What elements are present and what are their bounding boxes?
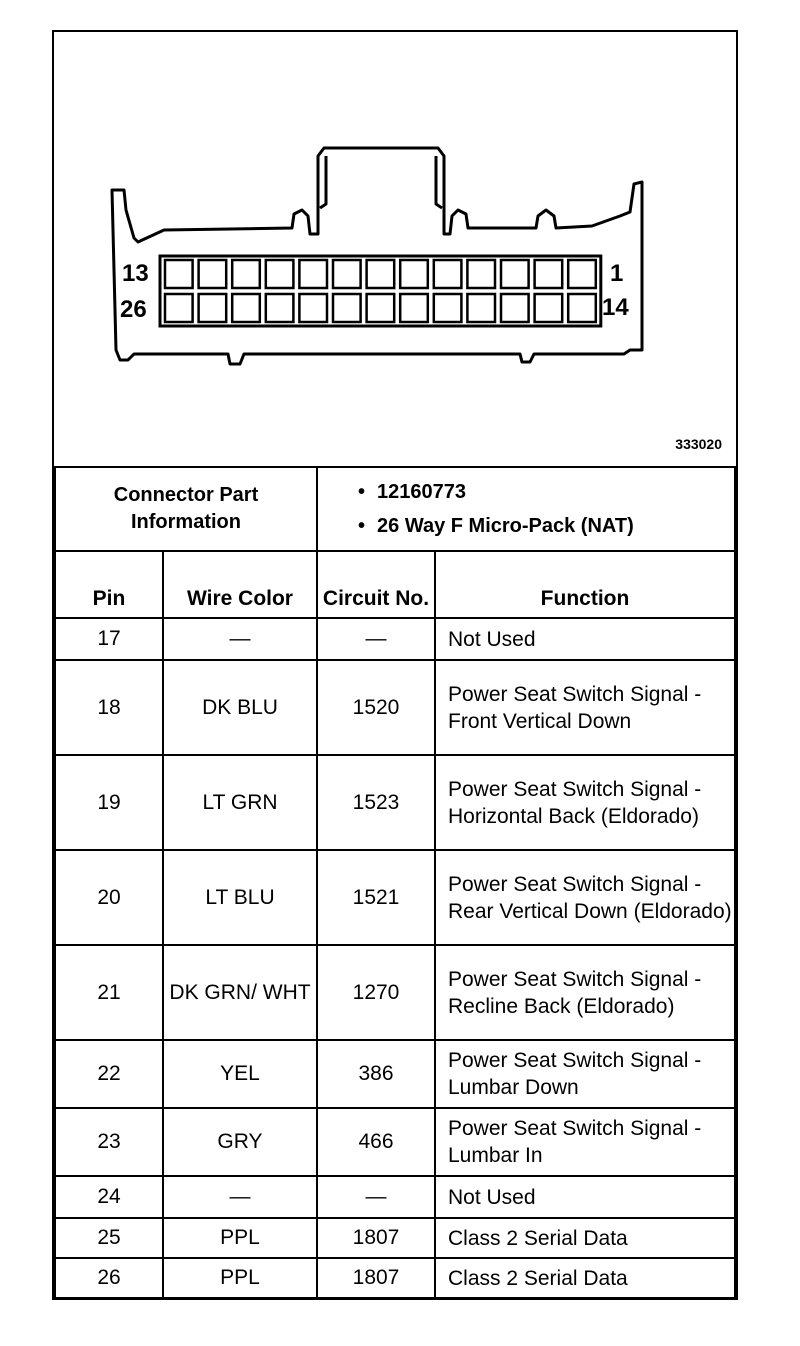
pin-table-header [55, 551, 735, 618]
pin-label-bottom-left: 26 [120, 296, 147, 323]
row-function: Not Used [435, 1176, 735, 1218]
row-pin: 23 [55, 1108, 163, 1176]
row-function: Power Seat Switch Signal - Horizontal Back (Eldorado) [435, 755, 735, 850]
pin-cavity [232, 260, 260, 288]
table-row [55, 1108, 735, 1176]
connector-info-values [317, 467, 735, 551]
pin-cavity [232, 294, 260, 322]
row-circuit: 386 [317, 1040, 435, 1108]
row-pin: 24 [55, 1176, 163, 1218]
pin-cavity [367, 294, 395, 322]
table-row [55, 1218, 735, 1258]
row-wire-color: GRY [163, 1108, 317, 1176]
row-circuit: 1807 [317, 1258, 435, 1298]
row-wire-color: PPL [163, 1258, 317, 1298]
pin-cavity [467, 294, 495, 322]
pin-cavity [535, 260, 563, 288]
connector-description: • 26 Way F Micro-Pack (NAT) [358, 509, 733, 543]
row-function: Power Seat Switch Signal - Recline Back (Eldorado) [435, 945, 735, 1040]
row-pin: 17 [55, 618, 163, 660]
pin-cavity [333, 294, 361, 322]
row-circuit: 1521 [317, 850, 435, 945]
row-wire-color: PPL [163, 1218, 317, 1258]
row-wire-color: LT GRN [163, 755, 317, 850]
pin-table [54, 550, 736, 1299]
table-row [55, 1176, 735, 1218]
table-row [55, 850, 735, 945]
pin-cavity [199, 294, 227, 322]
col-header-function: Function [435, 551, 735, 618]
row-pin: 18 [55, 660, 163, 755]
row-wire-color: — [163, 618, 317, 660]
connector-info-table [54, 466, 736, 552]
row-circuit: 466 [317, 1108, 435, 1176]
col-header-pin: Pin [55, 551, 163, 618]
cavity-grid [160, 256, 601, 326]
row-wire-color: YEL [163, 1040, 317, 1108]
row-function: Power Seat Switch Signal - Lumbar In [435, 1108, 735, 1176]
pin-label-bottom-right: 14 [602, 294, 629, 321]
pin-cavity [165, 260, 193, 288]
row-function: Power Seat Switch Signal - Lumbar Down [435, 1040, 735, 1108]
row-circuit: 1523 [317, 755, 435, 850]
row-pin: 26 [55, 1258, 163, 1298]
row-function: Class 2 Serial Data [435, 1258, 735, 1298]
pin-cavity [568, 260, 596, 288]
row-circuit: 1270 [317, 945, 435, 1040]
row-circuit: — [317, 618, 435, 660]
pin-cavity [400, 294, 428, 322]
row-pin: 19 [55, 755, 163, 850]
figure-id: 333020 [675, 436, 722, 452]
pin-cavity [299, 260, 327, 288]
row-pin: 25 [55, 1218, 163, 1258]
pin-cavity [434, 260, 462, 288]
pin-cavity [434, 294, 462, 322]
pin-cavity [333, 260, 361, 288]
connector-diagram [54, 32, 736, 468]
connector-sheet [52, 30, 738, 1300]
pin-cavity [266, 294, 294, 322]
row-wire-color: DK GRN/ WHT [163, 945, 317, 1040]
row-function: Class 2 Serial Data [435, 1218, 735, 1258]
table-row [55, 755, 735, 850]
pin-cavity [165, 294, 193, 322]
table-row [55, 618, 735, 660]
row-function: Power Seat Switch Signal - Rear Vertical Down (Eldorado) [435, 850, 735, 945]
col-header-wire-color: Wire Color [163, 551, 317, 618]
row-circuit: — [317, 1176, 435, 1218]
connector-part-number: • 12160773 [358, 475, 733, 509]
connector-info-label: Connector Part Information [55, 467, 317, 551]
row-function: Power Seat Switch Signal - Front Vertical Down [435, 660, 735, 755]
pin-cavity [199, 260, 227, 288]
pin-cavity [367, 260, 395, 288]
row-circuit: 1520 [317, 660, 435, 755]
row-wire-color: — [163, 1176, 317, 1218]
row-wire-color: LT BLU [163, 850, 317, 945]
row-pin: 22 [55, 1040, 163, 1108]
pin-label-top-right: 1 [610, 260, 624, 287]
pin-cavity [467, 260, 495, 288]
row-function: Not Used [435, 618, 735, 660]
pin-cavity [299, 294, 327, 322]
col-header-circuit: Circuit No. [317, 551, 435, 618]
row-circuit: 1807 [317, 1218, 435, 1258]
pin-cavity [535, 294, 563, 322]
pin-cavity [501, 260, 529, 288]
table-row [55, 660, 735, 755]
table-row [55, 945, 735, 1040]
row-pin: 21 [55, 945, 163, 1040]
table-row [55, 1258, 735, 1298]
pin-cavity [266, 260, 294, 288]
row-pin: 20 [55, 850, 163, 945]
row-wire-color: DK BLU [163, 660, 317, 755]
connector-drawing [54, 32, 736, 466]
table-row [55, 1040, 735, 1108]
pin-cavity [568, 294, 596, 322]
pin-cavity [501, 294, 529, 322]
pin-label-top-left: 13 [122, 260, 149, 287]
pin-cavity [400, 260, 428, 288]
